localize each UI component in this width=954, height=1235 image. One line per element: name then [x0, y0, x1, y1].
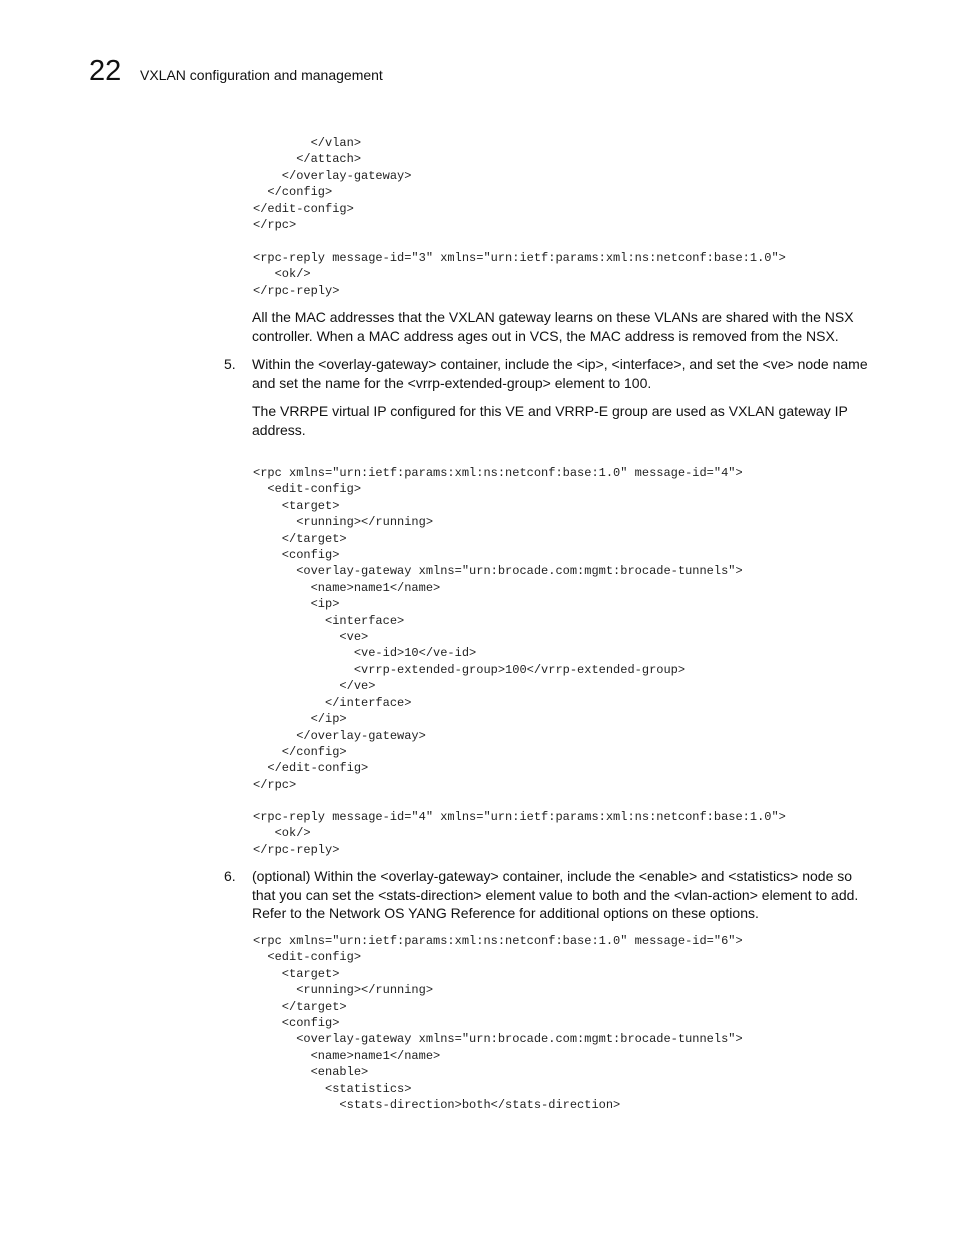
- code-block-closing-tags: </vlan> </attach> </overlay-gateway> </config> </edit-config> </rpc>: [253, 136, 412, 233]
- step-5-number: 5.: [224, 356, 236, 372]
- step-5-text-after: .: [647, 374, 652, 391]
- code-block-rpc-4: <rpc xmlns="urn:ietf:params:xml:ns:netconf:base:1.0" message-id="4"> <edit-config> <target> <running></running> </target> <config> <overlay-gateway xmlns="urn:brocade.com:mgmt:brocade-tunnels"> <name>name1</name> <ip> <interface> <ve> <ve-id>10</ve-id> <vrrp-extended-group>100</vrrp-extended-group> </ve> </interface> </ip> </overlay-gateway> </config> </edit-config> </rpc>: [253, 466, 743, 792]
- chapter-number: 22: [89, 55, 122, 87]
- step-5-value: 100: [624, 374, 648, 391]
- step-6-text-3: . Refer to the Network OS YANG Reference for additional options on these options.: [252, 886, 859, 921]
- code-block-rpc-reply-4: <rpc-reply message-id="4" xmlns="urn:ietf:params:xml:ns:netconf:base:1.0"> <ok/> </rpc-reply>: [253, 810, 786, 857]
- step-6-text: [252, 867, 870, 923]
- code-block-rpc-6: <rpc xmlns="urn:ietf:params:xml:ns:netconf:base:1.0" message-id="6"> <edit-config> <target> <running></running> </target> <config> <overlay-gateway xmlns="urn:brocade.com:mgmt:brocade-tunnels"> <name>name1</name> <enable> <statistics> <stats-direction>both</stats-direction>: [253, 934, 743, 1113]
- paragraph-mac-addresses: All the MAC addresses that the VXLAN gateway learns on these VLANs are shared with the NSX controller. When a MAC address ages out in VCS, the MAC address is removed from the NSX.: [252, 309, 854, 344]
- step-6-value-add: add: [831, 886, 855, 903]
- paragraph-vrrpe-virtual-ip: The VRRPE virtual IP configured for this VE and VRRP-E group are used as VXLAN gateway IP address.: [252, 403, 848, 438]
- chapter-title: VXLAN configuration and management: [140, 67, 383, 83]
- code-block-rpc-reply-3: <rpc-reply message-id="3" xmlns="urn:ietf:params:xml:ns:netconf:base:1.0"> <ok/> </rpc-reply>: [253, 251, 786, 298]
- step-6-text-2: and the <vlan-action> element to: [619, 886, 832, 903]
- step-5-text: [252, 355, 870, 392]
- step-6-text-1: (optional) Within the <overlay-gateway> container, include the <enable> and <statistics> node so that you can set the <stats-direction> element value to: [252, 868, 853, 903]
- step-6-number: 6.: [224, 868, 236, 884]
- step-6-value-both: both: [592, 886, 620, 903]
- step-5-text-before: Within the <overlay-gateway> container, include the <ip>, <interface>, and set the <ve> node name and set the name for the <vrrp-extended-group> element to: [252, 356, 868, 391]
